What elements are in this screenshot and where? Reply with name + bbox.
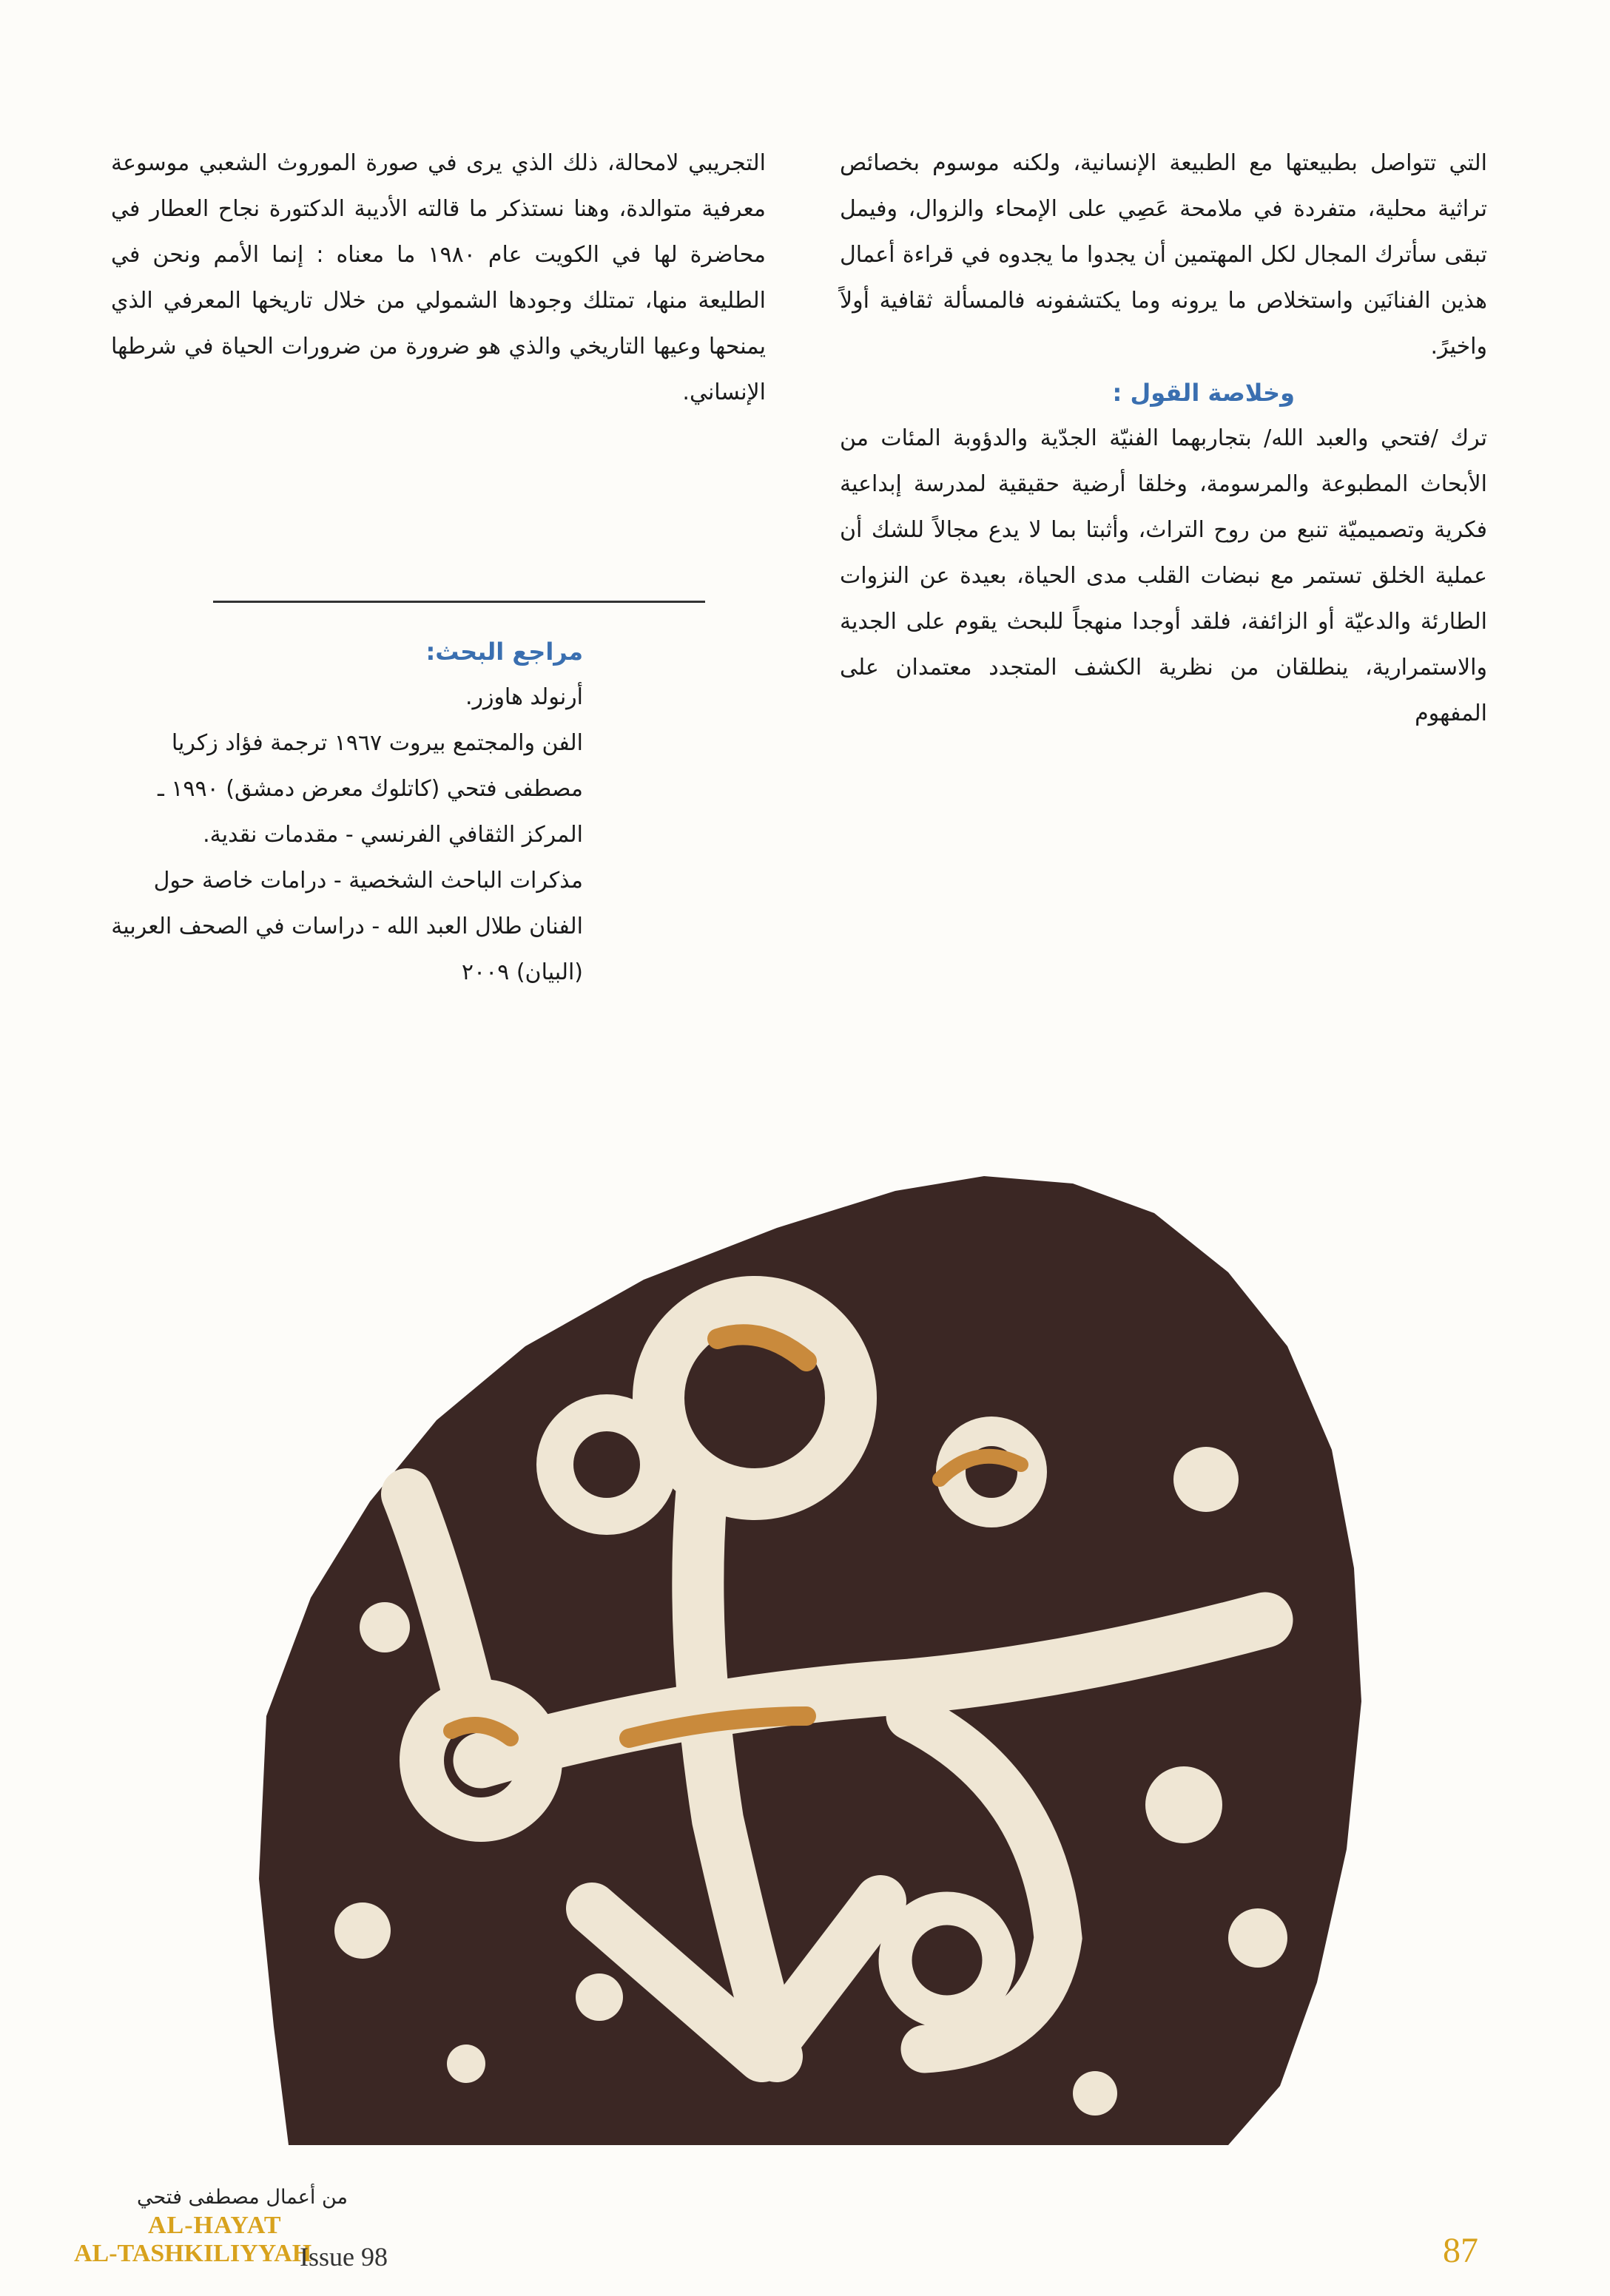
magazine-logo [74, 2212, 311, 2268]
reference-item: مذكرات الباحث الشخصية - درامات خاصة حول الفنان طلال العبد الله - دراسات في الصحف العربية (البيان) ٢٠٠٩ [111, 868, 583, 985]
references-heading: مراجع البحث: [425, 638, 583, 666]
section-heading: وخلاصة القول : [1112, 379, 1295, 407]
body-paragraph: التجريبي لامحالة، ذلك الذي يرى في صورة الموروث الشعبي موسوعة معرفية متوالدة، وهنا نستذكر ما قالته الأديبة الدكتورة نجاح العطار في محاضرة لها في الكويت عام ١٩٨٠ ما معناه : إنما الأمم ونحن في الطليعة منها، تمتلك وجودها الشمولي من خلال تاريخها المعرفي الذي يمنحها وعيها التاريخي والذي هو ضرورة من ضرورات الحياة في شرطها الإنساني. [111, 150, 766, 405]
text-column-right [840, 141, 1487, 737]
artwork-caption: من أعمال مصطفى فتحي [136, 2186, 348, 2209]
divider-rule [213, 601, 705, 603]
issue-label: Issue 98 [300, 2242, 388, 2272]
reference-item: أرنولد هاوزر. [465, 684, 583, 710]
references [110, 629, 583, 996]
reference-item: الفن والمجتمع بيروت ١٩٦٧ ترجمة فؤاد زكريا [171, 730, 583, 756]
body-paragraph: التي تتواصل بطبيعتها مع الطبيعة الإنسانية، ولكنه موسوم بخصائص تراثية محلية، متفردة في ملامحة عَصِي على الإمحاء والزوال، وفيمل تبقى سأترك المجال لكل المهتمين أن يجدوا ما يجدوه في قراءة أعمال هذين الفنانَين واستخلاص ما يرونه وما يكتشفونه فالمسألة ثقافية أولاً واخيرً. [840, 150, 1487, 359]
text-column-left [111, 141, 766, 416]
reference-item: مصطفى فتحي (كاتلوك معرض دمشق) ١٩٩٠ ـ المركز الثقافي الفرنسي - مقدمات نقدية. [157, 776, 583, 848]
calligraphy-artwork [244, 1154, 1369, 2175]
logo-line-1: AL-HAYAT [148, 2212, 282, 2239]
logo-line-2: AL-TASHKILIYYAH [74, 2240, 312, 2267]
page-number: 87 [1443, 2231, 1478, 2270]
body-paragraph: ترك /فتحي والعبد الله/ بتجاربهما الفنيّة الجدّية والدؤوبة المئات من الأبحاث المطبوعة والمرسومة، وخلقا أرضية حقيقية لمدرسة إبداعية فكرية وتصميميّة تنبع من روح التراث، وأثبتا بما لا يدع مجالاً للشك أن عملية الخلق تستمر مع نبضات القلب مدى الحياة، بعيدة عن النزوات الطارئة والدعيّة أو الزائفة، فلقد أوجدا منهجاً للبحث يقوم على الجدية والاستمرارية، ينطلقان من نظرية الكشف المتجدد معتمدان على المفهوم [840, 425, 1487, 726]
